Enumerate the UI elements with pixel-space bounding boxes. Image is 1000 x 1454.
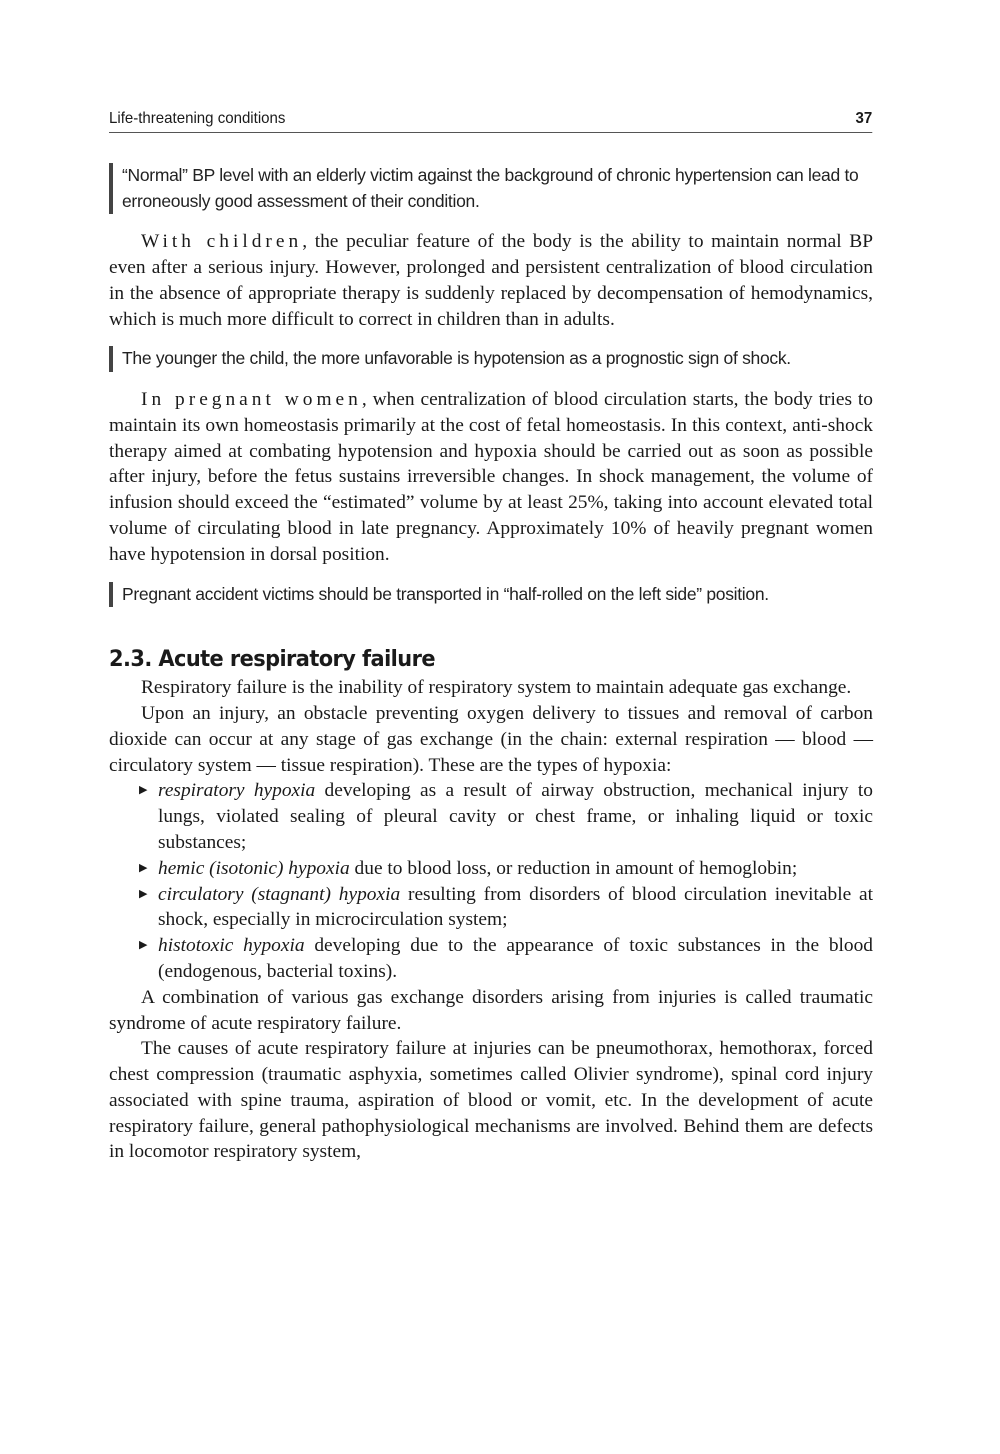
paragraph-children-text: , the peculiar feature of the body is the ability to maintain normal BP even after a serious injury. However, prolonged and persistent centralization of blood circulation in the absence of appropriate therapy is suddenly replaced by decompensation of hemodynamics, which is much more difficult to correct in children than in adults. [109,231,874,330]
bullet-arrow-icon: ▶ [139,939,148,952]
section-heading: 2.3. Acute respiratory failure [109,647,435,673]
bullet-term: hemic (isotonic) hypoxia [158,857,350,879]
lead-children: With children [141,231,303,253]
running-header [109,104,872,133]
note-elderly [109,163,878,214]
list-item [109,882,873,934]
bullet-text: resulting from disorders of blood circulation inevitable at shock, especially in microcirculation system; [158,883,873,931]
page [109,104,873,1165]
note-pregnant-transport [109,582,873,608]
paragraph-pregnant-text: , when centralization of blood circulation starts, the body tries to maintain its own homeostasis primarily at the cost of fetal homeostasis. In this context, anti-shock therapy aimed at combating hypotension and hypoxia should be carried out as soon as possible after injury, before the fetus sustains irreversible changes. In shock management, the volume of infusion should exceed the “estimated” volume by at least 25%, taking into account elevated total volume of circulating blood in late pregnancy. Approximately 10% of heavily pregnant women have hypotension in dorsal position. [109,388,873,565]
bullet-text: developing due to the appearance of toxic substances in the blood (endogenous, bacterial toxins). [158,935,874,982]
bullet-term: respiratory hypoxia [158,780,316,802]
list-item [109,933,873,985]
note-child-hypotension [109,346,873,372]
page-number: 37 [855,110,873,127]
paragraph-traumatic-syndrome: A combination of various gas exchange disorders arising from injuries is called traumatic syndrome of acute respiratory failure. [109,986,873,1034]
bullet-arrow-icon: ▶ [139,784,148,797]
note-child-hypotension-text: The younger the child, the more unfavorable is hypotension as a prognostic sign of shock. [122,348,791,369]
paragraph-causes: The causes of acute respiratory failure at injuries can be pneumothorax, hemothorax, forced chest compression (traumatic asphyxia, sometimes called Olivier syndrome), spinal cord injury associated with spine trauma, aspiration of blood or vomit, etc. In the development of acute respiratory failure, general pathophysiological mechanisms are involved. Behind them are defects in locomotor respiratory system, [109,1038,873,1163]
bullet-arrow-icon: ▶ [139,861,148,874]
paragraph-definition: Respiratory failure is the inability of respiratory system to maintain adequate gas exchange. [141,677,852,699]
lead-pregnant: In pregnant women [141,388,362,410]
list-item [109,778,873,855]
bullet-arrow-icon: ▶ [139,887,148,900]
bullet-text: due to blood loss, or reduction in amount of hemoglobin; [349,857,798,879]
note-pregnant-transport-text: Pregnant accident victims should be transported in “half-rolled on the left side” position. [122,583,769,604]
paragraph-children [109,229,873,332]
hypoxia-types-list [109,778,873,984]
bullet-term: circulatory (stagnant) hypoxia [158,883,401,905]
paragraph-pregnant [109,387,873,568]
list-item [109,856,873,882]
bullet-text: developing as a result of airway obstruction, mechanical injury to lungs, violated sealing of pleural cavity or chest frame, or inhaling liquid or toxic substances; [158,780,873,853]
running-title: Life-threatening conditions [109,110,286,127]
bullet-term: histotoxic hypoxia [158,935,305,957]
paragraph-gas-exchange: Upon an injury, an obstacle preventing oxygen delivery to tissues and removal of carbon dioxide can occur at any stage of gas exchange (in the chain: external respiration — blood — circulatory system — tissue respiration). These are the types of hypoxia: [109,702,873,776]
note-elderly-text: “Normal” BP level with an elderly victim against the background of chronic hypertension can lead to erroneously good assessment of their condition. [122,165,859,211]
